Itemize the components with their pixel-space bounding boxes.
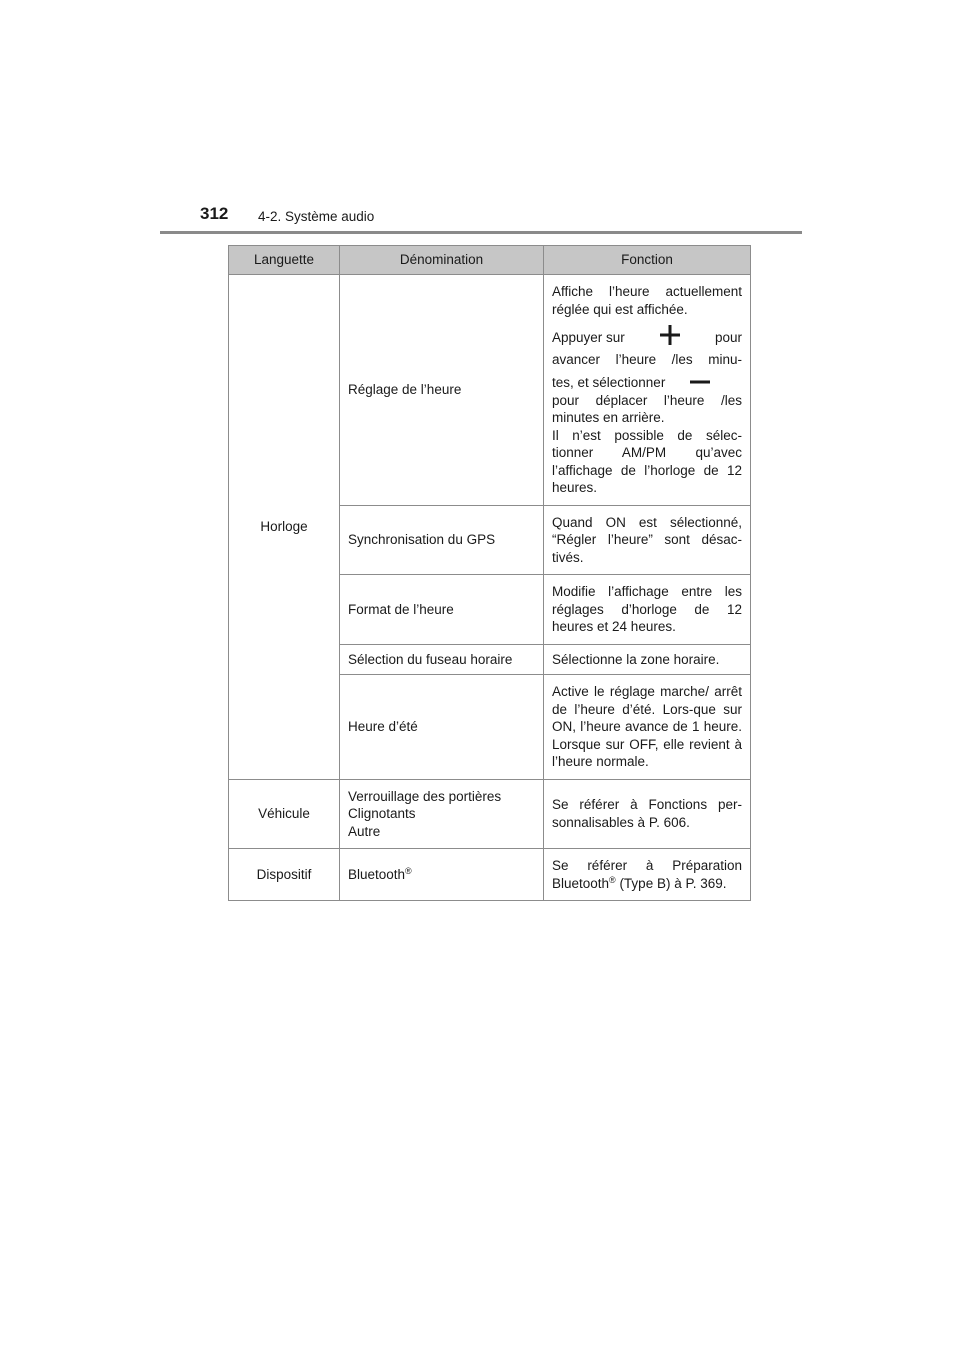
bluetooth-label: Bluetooth — [348, 866, 406, 882]
plus-icon — [659, 324, 681, 351]
section-title: 4-2. Système audio — [258, 209, 375, 224]
setting-function-vehicule: Se référer à Fonctions per-sonnalisables à P. 606. — [544, 779, 751, 849]
setting-function-heure-ete: Active le réglage marche/ arrêt de l’heure d’été. Lors-que sur ON, l’heure avance de 1 heure. Lorsque sur OFF, elle revient à l’heure normale. — [544, 675, 751, 780]
registered-mark: ® — [609, 874, 616, 885]
setting-name-vehicule — [340, 779, 544, 849]
settings-table — [228, 245, 751, 901]
table-row — [229, 779, 751, 849]
setting-function-format: Modifie l’affichage entre les réglages d’horloge de 12 heures et 24 heures. — [544, 575, 751, 645]
function-text-line — [552, 875, 742, 893]
function-text: Appuyer sur — [552, 329, 625, 345]
function-text: pour déplacer l’heure /les minutes en arrière. — [552, 392, 742, 425]
setting-function-reglage-heure — [544, 275, 751, 506]
function-text: Affiche l’heure actuellement réglée qui est affichée. — [552, 284, 742, 317]
function-text: avancer l’heure /les minu- — [552, 351, 742, 367]
table-header-row — [229, 246, 751, 275]
tab-dispositif: Dispositif — [229, 849, 340, 901]
table-row — [229, 275, 751, 506]
function-text: (Type B) à P. 369. — [615, 875, 727, 891]
setting-name-fuseau: Sélection du fuseau horaire — [340, 644, 544, 675]
setting-function-gps: Quand ON est sélectionné, “Régler l’heure” sont désac-tivés. — [544, 505, 751, 575]
setting-name-gps: Synchronisation du GPS — [340, 505, 544, 575]
setting-name-format: Format de l’heure — [340, 575, 544, 645]
setting-name-bluetooth — [340, 849, 544, 901]
function-text: Il n’est possible de sélec-tionner AM/PM qu’avec l’affichage de l’horloge de 12 heures. — [552, 427, 742, 495]
list-item: Verrouillage des portières — [348, 788, 502, 804]
function-text: Bluetooth — [552, 875, 610, 891]
list-item: Clignotants — [348, 806, 416, 821]
column-header-languette: Languette — [229, 246, 340, 275]
column-header-denomination: Dénomination — [340, 246, 544, 275]
function-line-plus — [552, 324, 742, 351]
tab-vehicule: Véhicule — [229, 779, 340, 849]
table-row — [229, 849, 751, 901]
minus-icon — [689, 374, 711, 392]
function-line-minus — [552, 374, 742, 392]
function-text: tes, et sélectionner — [552, 375, 666, 390]
page-number: 312 — [200, 204, 229, 223]
function-text: pour — [714, 329, 742, 345]
setting-name-heure-ete: Heure d’été — [340, 675, 544, 780]
setting-name-reglage-heure: Réglage de l’heure — [340, 275, 544, 506]
setting-function-bluetooth — [544, 849, 751, 901]
header-divider — [160, 231, 802, 234]
list-item: Autre — [348, 823, 381, 839]
tab-horloge: Horloge — [229, 275, 340, 780]
column-header-fonction: Fonction — [544, 246, 751, 275]
registered-mark: ® — [405, 865, 412, 876]
setting-function-fuseau: Sélectionne la zone horaire. — [544, 644, 751, 675]
function-text: Se référer à Préparation — [552, 858, 742, 873]
